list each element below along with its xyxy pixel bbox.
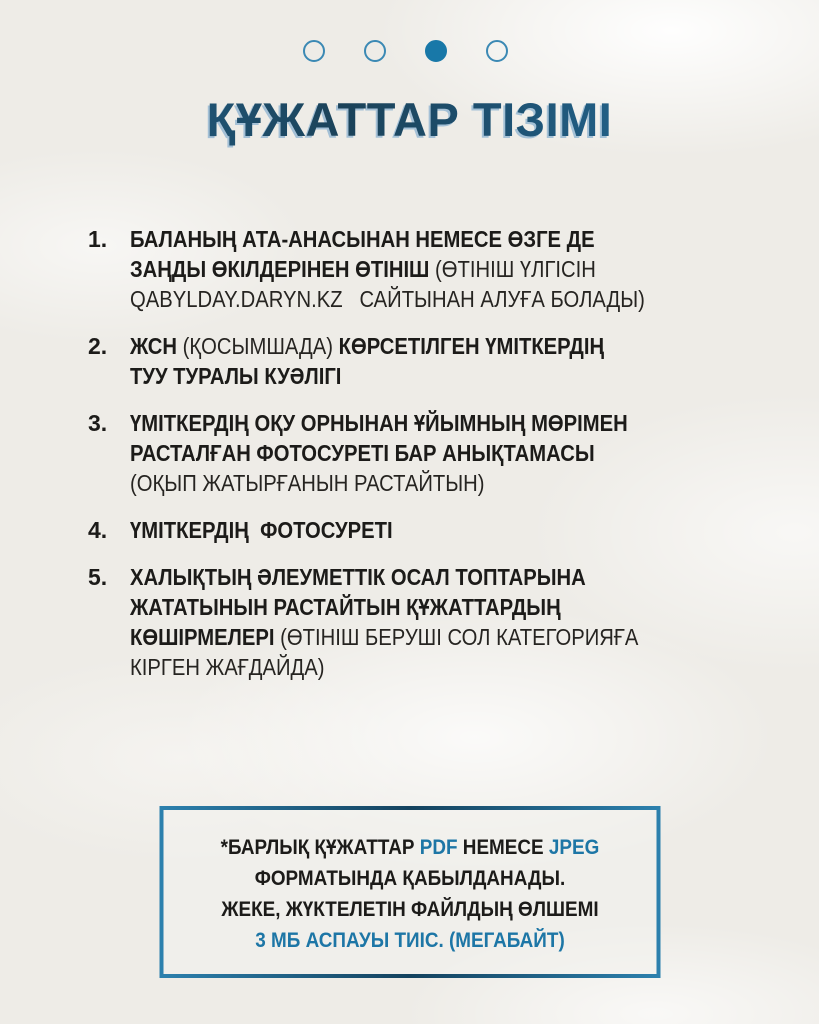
text-segment: ФОРМАТЫНДА ҚАБЫЛДАНАДЫ. xyxy=(254,867,565,890)
text-segment: *БАРЛЫҚ ҚҰЖАТТАР xyxy=(220,836,420,859)
text-line xyxy=(130,254,709,284)
list-item-2 xyxy=(88,331,788,391)
list-item-number: 3. xyxy=(88,410,108,436)
text-segment: ҮМІТКЕРДІҢ ОҚУ ОРНЫНАН ҰЙЫМНЫҢ МӨРІМЕН xyxy=(130,410,628,436)
text-line xyxy=(130,361,709,391)
text-line xyxy=(130,408,709,438)
list-item-text xyxy=(130,331,788,391)
text-line xyxy=(130,592,709,622)
text-segment: НЕМЕСЕ xyxy=(457,836,549,859)
text-segment: (ӨТІНІШ ҮЛГІСІН xyxy=(435,256,596,282)
text-line xyxy=(130,468,709,498)
carousel-dots xyxy=(0,40,811,62)
text-segment: (ӨТІНІШ БЕРУШІ СОЛ КАТЕГОРИЯҒА xyxy=(280,624,639,650)
text-line xyxy=(130,652,709,682)
text-line xyxy=(130,622,709,652)
text-segment: ЗАҢДЫ ӨКІЛДЕРІНЕН ӨТІНІШ xyxy=(130,256,436,282)
page-title: ҚҰЖАТТАР ТІЗІМІ xyxy=(0,92,819,147)
text-line xyxy=(195,894,624,925)
list-item-1 xyxy=(88,224,788,314)
list-item-5 xyxy=(88,562,788,682)
text-segment: ТУУ ТУРАЛЫ КУӘЛІГІ xyxy=(130,363,342,389)
list-item-number: 5. xyxy=(88,564,108,590)
text-segment: ХАЛЫҚТЫҢ ӘЛЕУМЕТТІК ОСАЛ ТОПТАРЫНА xyxy=(130,564,586,590)
text-segment: КӨРСЕТІЛГЕН ҮМІТКЕРДІҢ xyxy=(338,333,605,359)
list-item-text xyxy=(130,562,788,682)
carousel-dot xyxy=(364,40,386,62)
list-item-4 xyxy=(88,515,788,545)
list-item-number: 4. xyxy=(88,517,108,543)
document-list xyxy=(88,224,788,699)
list-item-3 xyxy=(88,408,788,498)
text-segment: КІРГЕН ЖАҒДАЙДА) xyxy=(130,654,325,680)
text-line xyxy=(130,224,709,254)
text-segment: ҮМІТКЕРДІҢ ФОТОСУРЕТІ xyxy=(130,517,393,543)
text-segment: QABYLDAY.DARYN.KZ САЙТЫНАН АЛУҒА БОЛАДЫ) xyxy=(130,286,645,312)
list-item-number: 1. xyxy=(88,226,108,252)
text-segment: ЖЕКЕ, ЖҮКТЕЛЕТІН ФАЙЛДЫҢ ӨЛШЕМІ xyxy=(220,898,599,921)
text-segment: ЖАТАТЫНЫН РАСТАЙТЫН ҚҰЖАТТАРДЫҢ xyxy=(130,594,561,620)
highlighted-text-segment: JPEG xyxy=(548,836,599,859)
text-line xyxy=(195,925,624,956)
text-segment: КӨШІРМЕЛЕРІ xyxy=(130,624,281,650)
text-segment: ЖСН xyxy=(130,333,183,359)
highlighted-text-segment: 3 МБ АСПАУЫ ТИІС. (МЕГАБАЙТ) xyxy=(254,929,565,952)
list-item-text xyxy=(130,224,788,314)
carousel-dot xyxy=(486,40,508,62)
text-line xyxy=(130,284,709,314)
text-line xyxy=(130,515,709,545)
text-line xyxy=(130,562,709,592)
text-segment: РАСТАЛҒАН ФОТОСУРЕТІ БАР АНЫҚТАМАСЫ xyxy=(130,440,595,466)
text-line xyxy=(195,832,624,863)
list-item-number: 2. xyxy=(88,333,108,359)
text-line xyxy=(195,863,624,894)
text-line xyxy=(130,331,709,361)
note-text xyxy=(171,832,648,956)
highlighted-text-segment: PDF xyxy=(419,836,458,859)
list-item-text xyxy=(130,408,788,498)
note-box xyxy=(159,806,660,978)
list-item-text xyxy=(130,515,788,545)
text-segment: (ОҚЫП ЖАТЫРҒАНЫН РАСТАЙТЫН) xyxy=(130,470,485,496)
text-line xyxy=(130,438,709,468)
carousel-dot xyxy=(303,40,325,62)
carousel-dot-active xyxy=(425,40,447,62)
text-segment: БАЛАНЫҢ АТА-АНАСЫНАН НЕМЕСЕ ӨЗГЕ ДЕ xyxy=(130,226,595,252)
text-segment: (ҚОСЫМШАДА) xyxy=(182,333,339,359)
